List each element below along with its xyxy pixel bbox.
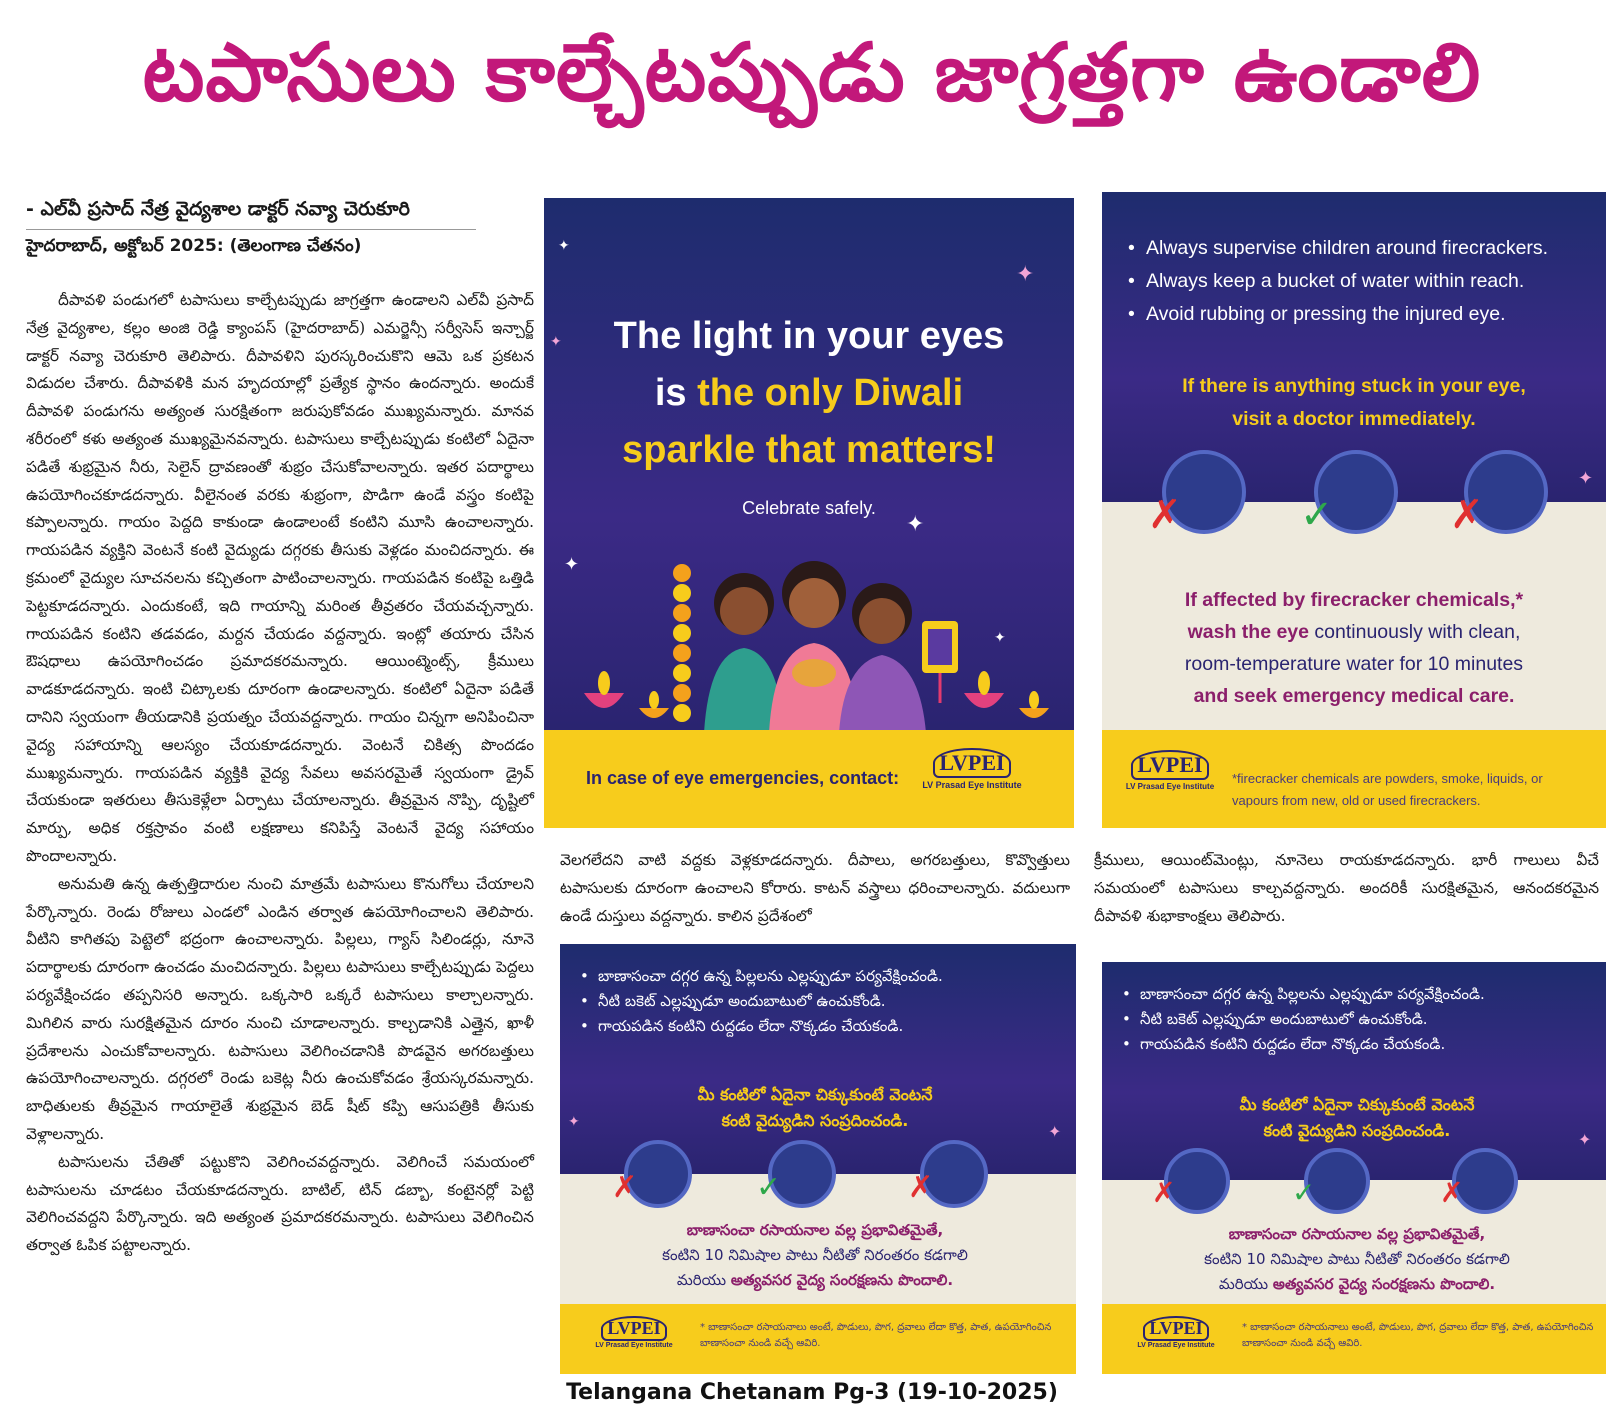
cross-icon: ✗ <box>908 1170 934 1205</box>
advice-text: continuously with clean, <box>1309 621 1521 643</box>
poster-footer <box>560 1304 1076 1374</box>
poster-headline <box>564 308 1054 479</box>
poster-diwali-sparkle <box>544 198 1074 828</box>
article-paragraph: దీపావళి పండుగలో టపాసులు కాల్చేటప్పుడు జాగ్రత్తగా ఉండాలని ఎల్‌వీ ప్రసాద్ నేత్ర వైద్యశాల, కల్లం అంజి రెడ్డి క్యాంపస్ (హైదరాబాద్) ఎమర్జెన్సీ సర్వీసెస్ ఇన్చార్జ్ డాక్టర్ నవ్యా చెరుకూరి తెలిపారు. దీపావళిని పురస్కరించుకొని ఆమె ఒక ప్రకటన విడుదల చేశారు. దీపావళికి మన హృదయాల్లో ప్రత్యేక స్థానం ఉందన్నారు. అందుకే దీపావళి పండుగను అత్యంత సురక్షితంగా జరుపుకోవడం ముఖ్యమన్నారు. మానవ శరీరంలో కళు అత్యంత ముఖ్యమైనవన్నారు. టపాసులు కాల్చేటప్పుడు కంటిలో ఏదైనా పడితే శుభ్రమైన నీరు, సెలైన్ ద్రావణంతో శుభ్రం చేసుకోవాలన్నారు. ఇతర పదార్థాలు ఉపయోగించకూడదన్నారు. వీలైనంత వరకు శుభ్రంగా, పొడిగా ఉండే వస్త్రం కంటిపై కప్పాలన్నారు. గాయం పెద్దది కాకుండా ఉండాలంటే కంటిని మూసి ఉంచాలన్నారు. గాయపడిన వ్యక్తిని వెంటనే కంటి వైద్యుడు దగ్గరకు తీసుకు వెళ్లడం మంచిదన్నారు. ఈ క్రమంలో వైద్యుల సూచనలను కచ్చితంగా పాటించాలన్నారు. గాయపడిన కంటిపై ఒత్తిడి పెట్టకూడదన్నారు. ఎందుకంటే, ఇది గాయాన్ని మరింత తీవ్రతరం చేయవచ్చన్నారు. గాయపడిన కంటిని తడవడం, మర్దన చేయడం వద్దన్నారు. ఇంట్లో తయారు చేసిన ఔషధాలు ఉపయోగించడం ప్రమాదకరమన్నారు. ఆయింట్మెంట్స్, క్రీములు వాడకూడదన్నారు. ఇంటి చిట్కాలకు దూరంగా ఉండాలన్నారు. కంటిలో ఏదైనా పడితే దానిని స్వయంగా తీయడానికి ప్రయత్నం చేయవద్దన్నారు. గాయం చిన్నగా అనిపించినా వైద్య సహాయాన్ని ఆలస్యం చేయకూడదన్నారు. వెంటనే చికిత్స పొందడం ముఖ్యమన్నారు. గాయపడిన వ్యక్తికి వైద్య సేవలు అవసరమైతే స్వయంగా డ్రైవ్ చేయకుండా ఇతరులు తీసుకెళ్లేలా ఏర్పాటు చేయాలన్నారు. తీవ్రమైన నొప్పి, దృష్టిలో మార్పు, అధిక రక్తస్రావం వంటి లక్షణాలు కనిపిస్తే వెంటనే వైద్య సహాయం పొందాలన్నారు. <box>26 291 534 865</box>
footnote: * బాణాసంచా రసాయనాలు అంటే, పొడులు, పొగ, ద్రవాలు లేదా కొత్త, పాత, ఉపయోగించిన బాణాసంచా నుండి వచ్చే ఆవిరి. <box>700 1322 1052 1349</box>
advice-highlight: అత్యవసర వైద్య సంరక్షణను పొందాలి. <box>1272 1275 1496 1293</box>
safety-tip: • బాణాసంచా దగ్గర ఉన్న పిల్లలను ఎల్లప్పుడూ పర్యవేక్షించండి. <box>580 964 1050 989</box>
check-icon: ✓ <box>756 1170 782 1205</box>
doctor-alert <box>570 1082 1060 1134</box>
poster-headline-line: The light in your eyes <box>613 315 1005 357</box>
safety-tip: • గాయపడిన కంటిని రుద్దడం లేదా నొక్కడం చేయకండి. <box>1122 1032 1592 1057</box>
safety-tip: • Always supervise children around firecrackers. <box>1128 232 1598 265</box>
safety-tip: • నీటి బకెట్ ఎల్లప్పుడూ అందుబాటులో ఉంచుకోండి. <box>1122 1007 1592 1032</box>
sparkle-icon: ✦ <box>994 630 1006 646</box>
lvpei-logo <box>584 1316 684 1349</box>
page-headline: టపాసులు కాల్చేటప్పుడు జాగ్రత్తగా ఉండాలి <box>142 26 1482 119</box>
sparkle-icon: ✦ <box>568 1114 580 1130</box>
doctor-alert-line: మీ కంటిలో ఏదైనా చిక్కుకుంటే వెంటనే <box>1239 1095 1475 1114</box>
doctor-alert-line: visit a doctor immediately. <box>1232 408 1476 430</box>
advice-highlight: బాణాసంచా రసాయనాల వల్ల ప్రభావితమైతే, <box>1228 1225 1486 1243</box>
advice-highlight: wash the eye <box>1187 621 1309 643</box>
advice-highlight: అత్యవసర వైద్య సంరక్షణను పొందాలి. <box>730 1271 954 1289</box>
doctor-alert-line: మీ కంటిలో ఏదైనా చిక్కుకుంటే వెంటనే <box>697 1085 933 1104</box>
advice-line: room-temperature water for 10 minutes <box>1184 653 1524 675</box>
sparkle-icon: ✦ <box>1048 1122 1062 1141</box>
byline-divider <box>26 229 476 230</box>
sparkle-icon: ✦ <box>1578 1130 1592 1149</box>
cross-icon: ✗ <box>612 1170 638 1205</box>
advice-line: కంటిని 10 నిమిషాల పాటు నీటితో నిరంతరం కడగాలి <box>662 1246 968 1264</box>
advice-highlight: and seek emergency medical care. <box>1193 685 1515 707</box>
poster-subtitle: Celebrate safely. <box>742 498 876 518</box>
logo-mark: LVPEI <box>1143 1316 1208 1341</box>
advice-line: కంటిని 10 నిమిషాల పాటు నీటితో నిరంతరం కడగాలి <box>1204 1250 1510 1268</box>
safety-tips-list <box>1122 982 1592 1057</box>
lvpei-logo <box>912 748 1032 790</box>
safety-tips-list <box>1128 232 1598 331</box>
garland-illustration <box>673 564 691 722</box>
advice-highlight: బాణాసంచా రసాయనాల వల్ల ప్రభావితమైతే, <box>686 1221 944 1239</box>
chemical-exposure-advice <box>1122 584 1586 712</box>
poster-safety-tips-english <box>1102 192 1606 828</box>
check-icon: ✓ <box>1292 1176 1316 1209</box>
doctor-alert-line: కంటి వైద్యుడిని సంప్రదించండి. <box>1263 1121 1451 1140</box>
safety-tip: • Always keep a bucket of water within reach. <box>1128 265 1598 298</box>
poster-headline-line <box>564 365 1054 422</box>
poster-headline-text: is <box>654 372 698 414</box>
byline: - ఎల్‌వీ ప్రసాద్ నేత్ర వైద్యశాల డాక్టర్ నవ్యా చెరుకూరి <box>26 198 410 220</box>
logo-mark: LVPEI <box>933 748 1010 778</box>
article-paragraph: క్రీములు, ఆయింట్‌మెంట్లు, నూనెలు రాయకూడదన్నారు. భారీ గాలులు వీచే సమయంలో టపాసులు కాల్చవద్దన్నారు. అందరికీ సురక్షితమైన, ఆనందకరమైన దీపావళి శుభాకాంక్షలు తెలిపారు. <box>1094 851 1599 925</box>
cross-icon: ✗ <box>1450 492 1484 538</box>
children-celebrating-illustration <box>564 543 1064 733</box>
doctor-alert <box>1122 370 1586 436</box>
check-icon: ✓ <box>1300 492 1334 538</box>
sparkle-icon: ✦ <box>1578 468 1594 489</box>
cross-icon: ✗ <box>1440 1176 1464 1209</box>
cross-icon: ✗ <box>1152 1176 1176 1209</box>
dateline: హైదరాబాద్, అక్టోబర్ 2025: (తెలంగాణ చేతనం) <box>26 236 362 256</box>
chemical-exposure-advice <box>570 1218 1060 1293</box>
poster-headline-line: sparkle that matters! <box>622 429 996 471</box>
article-paragraph: అనుమతి ఉన్న ఉత్పత్తిదారుల నుంచి మాత్రమే టపాసులు కొనుగోలు చేయాలని పేర్కొన్నారు. రెండు రోజులు ఎండలో ఎండిన తర్వాత ఉపయోగించాలని తెలిపారు. వీటిని కాగితపు పెట్టెలో భద్రంగా ఉంచాలన్నారు. పిల్లలు, గ్యాస్ సిలిండర్లు, నూనె పదార్థాలకు దూరంగా ఉంచడం మంచిదన్నారు. పిల్లలు టపాసులు కాల్చేటప్పుడు పెద్దలు పర్యవేక్షించడం తప్పనిసరి అన్నారు. ఒక్కసారి ఒక్కరే టపాసులు కాల్చాలన్నారు. మిగిలిన వారు సురక్షితమైన దూరం నుంచి చూడాలన్నారు. కాల్చడానికి ఎత్తైన, ఖాళీ ప్రదేశాలను ఎంచుకోవాలన్నారు. టపాసులు వెలిగించడానికి పొడవైన అగరబత్తులు ఉపయోగించాలన్నారు. దగ్గరలో రెండు బకెట్ల నీరు ఉంచుకోవడం శ్రేయస్కరమన్నారు. బాధితులకు తీవ్రమైన గాయాలైతే శుభ్రమైన బెడ్ షీట్ కప్పి ఆసుపత్రికి తీసుకు వెళ్లాలన్నారు. <box>26 874 534 1143</box>
page-caption: Telangana Chetanam Pg-3 (19-10-2025) <box>566 1380 1058 1405</box>
advice-line <box>1122 616 1586 648</box>
safety-tips-list <box>580 964 1050 1039</box>
lvpei-logo <box>1126 1316 1226 1349</box>
advice-text: మరియు <box>1218 1275 1273 1293</box>
cross-icon: ✗ <box>1148 492 1182 538</box>
child-right-illustration <box>839 583 926 733</box>
poster-safety-tips-telugu <box>560 944 1076 1374</box>
doctor-alert-line: కంటి వైద్యుడిని సంప్రదించండి. <box>721 1111 909 1130</box>
safety-tip: • బాణాసంచా దగ్గర ఉన్న పిల్లలను ఎల్లప్పుడూ పర్యవేక్షించండి. <box>1122 982 1592 1007</box>
advice-highlight: If affected by firecracker chemicals,* <box>1184 589 1524 611</box>
article-column-2 <box>560 847 1070 930</box>
footnote: *firecracker chemicals are powders, smoke, liquids, or vapours from new, old or used firecrackers. <box>1232 771 1543 808</box>
sparkle-icon: ✦ <box>564 554 580 575</box>
poster-headline-highlight: the only Diwali <box>697 372 964 414</box>
sparkle-icon: ✦ <box>1016 262 1035 287</box>
logo-name: LV Prasad Eye Institute <box>1125 782 1215 791</box>
lvpei-logo <box>1120 750 1220 791</box>
advice-text: మరియు <box>676 1271 731 1289</box>
poster-footer <box>1102 1304 1606 1374</box>
poster-footer <box>1102 730 1606 828</box>
footnote: * బాణాసంచా రసాయనాలు అంటే, పొడులు, పొగ, ద్రవాలు లేదా కొత్త, పాత, ఉపయోగించిన బాణాసంచా నుండి వచ్చే ఆవిరి. <box>1242 1322 1594 1349</box>
article-column-3 <box>1094 847 1599 930</box>
safety-tip: • Avoid rubbing or pressing the injured eye. <box>1128 298 1598 331</box>
article-paragraph: వెలగలేదని వాటి వద్దకు వెళ్లకూడదన్నారు. దీపాలు, అగరబత్తులు, కొవ్వొత్తులు టపాసులకు దూరంగా ఉంచాలని కోరారు. కాటన్ వస్త్రాలు ధరించాలన్నారు. వదులుగా ఉండే దుస్తులు వద్దన్నారు. కాలిన ప్రదేశంలో <box>560 851 1070 925</box>
advice-line <box>570 1268 1060 1293</box>
advice-line <box>1112 1272 1602 1297</box>
logo-mark: LVPEI <box>601 1316 666 1341</box>
logo-mark: LVPEI <box>1131 750 1208 780</box>
sparkle-icon: ✦ <box>550 334 562 350</box>
lantern-illustration <box>922 621 958 703</box>
poster-safety-tips-telugu <box>1102 962 1606 1374</box>
logo-name: LV Prasad Eye Institute <box>1137 1342 1215 1349</box>
chemical-exposure-advice <box>1112 1222 1602 1297</box>
emergency-contact-text: In case of eye emergencies, contact: <box>586 768 900 788</box>
logo-name: LV Prasad Eye Institute <box>595 1342 673 1349</box>
sparkle-icon: ✦ <box>906 512 925 537</box>
doctor-alert <box>1112 1092 1602 1144</box>
sparkle-icon: ✦ <box>558 238 570 254</box>
article-paragraph: టపాసులను చేతితో పట్టుకొని వెలిగించవద్దన్నారు. వెలిగించే సమయంలో టపాసులను చూడటం చేయకూడదన్నారు. బాటిల్, టిన్ డబ్బా, కంటైనర్లో పెట్టి వెలిగించవద్దని పేర్కొన్నారు. ఇది అత్యంత ప్రమాదకరమన్నారు. టపాసులు వెలిగించిన తర్వాత ఓపిక పట్టాలన్నారు. <box>26 1152 534 1255</box>
logo-name: LV Prasad Eye Institute <box>922 780 1022 790</box>
article-column-1 <box>26 287 534 1260</box>
poster-footer <box>544 730 1074 828</box>
doctor-alert-line: If there is anything stuck in your eye, <box>1182 375 1526 397</box>
safety-tip: • గాయపడిన కంటిని రుద్దడం లేదా నొక్కడం చేయకండి. <box>580 1014 1050 1039</box>
safety-tip: • నీటి బకెట్ ఎల్లప్పుడూ అందుబాటులో ఉంచుకోండి. <box>580 989 1050 1014</box>
